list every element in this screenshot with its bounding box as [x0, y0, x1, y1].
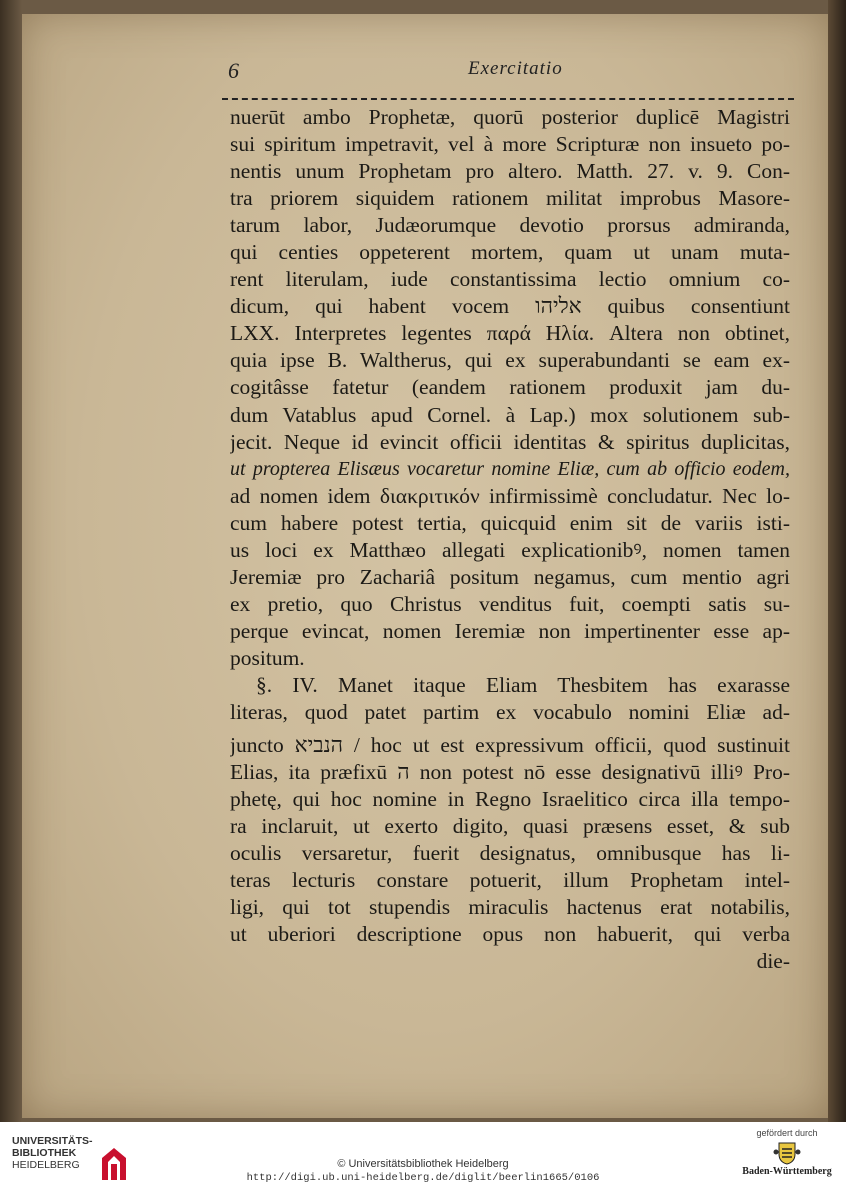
- copyright-notice: © Universitätsbibliothek Heidelberg: [337, 1158, 509, 1170]
- text-line: sui spiritum impetravit, vel à more Scripturæ non insueto po-: [230, 132, 790, 157]
- text-line: nentis unum Prophetam pro altero. Matth. 27. v. 9. Con-: [230, 159, 790, 184]
- text-line: LXX. Interpretes legentes παρά Ηλία. Altera non obtinet,: [230, 321, 790, 346]
- text-line: ut uberiori descriptione opus non habuerit, qui verba: [230, 922, 790, 947]
- logo-line-3: HEIDELBERG: [12, 1159, 80, 1171]
- text-line: dum Vatablus apud Cornel. à Lap.) mox solutionem sub-: [230, 402, 790, 427]
- sponsor-name: Baden-Württemberg: [742, 1166, 832, 1177]
- text-line: perque evincat, nomen Ieremiæ non impertinenter esse ap-: [230, 618, 790, 643]
- scan-left-edge: [0, 0, 22, 1122]
- text-line: nuerūt ambo Prophetæ, quorū posterior duplicē Magistri: [230, 105, 790, 129]
- text-line: rent literulam, iude constantissima lectio omnium co-: [230, 267, 790, 292]
- section-heading-line: §. IV. Manet itaque Eliam Thesbitem has exarasse: [256, 672, 790, 697]
- text-line: cogitâsse fatetur (eandem rationem produxit jam du-: [230, 375, 790, 400]
- text-line: teras lecturis constare potuerit, illum Prophetam intel-: [230, 868, 790, 893]
- logo-line-2: BIBLIOTHEK: [12, 1147, 77, 1159]
- library-logo[interactable]: [12, 1136, 132, 1176]
- text-line: Elias, ita præfixū ה non potest nō esse designativū illiꝰ Pro-: [230, 760, 790, 785]
- sponsor-block[interactable]: [742, 1128, 832, 1177]
- text-line: ut propterea Elisæus vocaretur nomine Eliæ, cum ab officio eodem,: [230, 457, 790, 480]
- text-line: positum.: [230, 645, 305, 670]
- header-rule: [222, 98, 794, 100]
- text-line: oculis versaretur, fuerit designatus, omnibusque has li-: [230, 841, 790, 866]
- page-number: 6: [228, 58, 239, 83]
- logo-line-1: UNIVERSITÄTS-: [12, 1135, 93, 1147]
- text-line: dicum, qui habent vocem אליהו quibus consentiunt: [230, 294, 790, 319]
- text-line: juncto הנביא / hoc ut est expressivum officii, quod sustinuit: [230, 733, 790, 758]
- scan-right-edge: [828, 0, 846, 1122]
- text-line: tarum labor, Judæorumque devotio prorsus admiranda,: [230, 213, 790, 238]
- permalink-url[interactable]: http://digi.ub.uni-heidelberg.de/diglit/beerlin1665/0106: [246, 1172, 600, 1184]
- text-line: ligi, qui tot stupendis miraculis hactenus erat notabilis,: [230, 895, 790, 920]
- text-line: cum habere potest tertia, quicquid enim sit de variis isti-: [230, 510, 790, 535]
- coat-of-arms-icon: [773, 1140, 801, 1166]
- text-line: jecit. Neque id evincit officii identitas & spiritus duplicitas,: [230, 429, 790, 454]
- text-line: phetę, qui hoc nomine in Regno Israelitico circa illa tempo-: [230, 787, 790, 812]
- footer-bar: [0, 1122, 846, 1184]
- body-text: [230, 104, 790, 976]
- catchword: die-: [756, 949, 790, 974]
- text-line: qui centies oppeterent mortem, quam ut unam muta-: [230, 240, 790, 265]
- text-line: quia ipse B. Waltherus, qui ex superabundanti se eam ex-: [230, 348, 790, 373]
- text-line: literas, quod patet partim ex vocabulo nomini Eliæ ad-: [230, 700, 790, 725]
- sponsor-label: gefördert durch: [756, 1128, 818, 1138]
- text-line: Jeremiæ pro Zachariâ positum negamus, cum mentio agri: [230, 564, 790, 589]
- text-line: ad nomen idem διακριτικόν infirmissimè concludatur. Nec lo-: [230, 483, 790, 508]
- text-line: ex pretio, quo Christus venditus fuit, coempti satis su-: [230, 591, 790, 616]
- running-head: Exercitatio: [468, 58, 563, 79]
- text-line: ra inclaruit, ut exerto digito, quasi præsens esset, & sub: [230, 814, 790, 839]
- text-line: us loci ex Matthæo allegati explicationibꝰ, nomen tamen: [230, 537, 790, 562]
- text-line: tra priorem siquidem rationem militat improbus Masore-: [230, 186, 790, 211]
